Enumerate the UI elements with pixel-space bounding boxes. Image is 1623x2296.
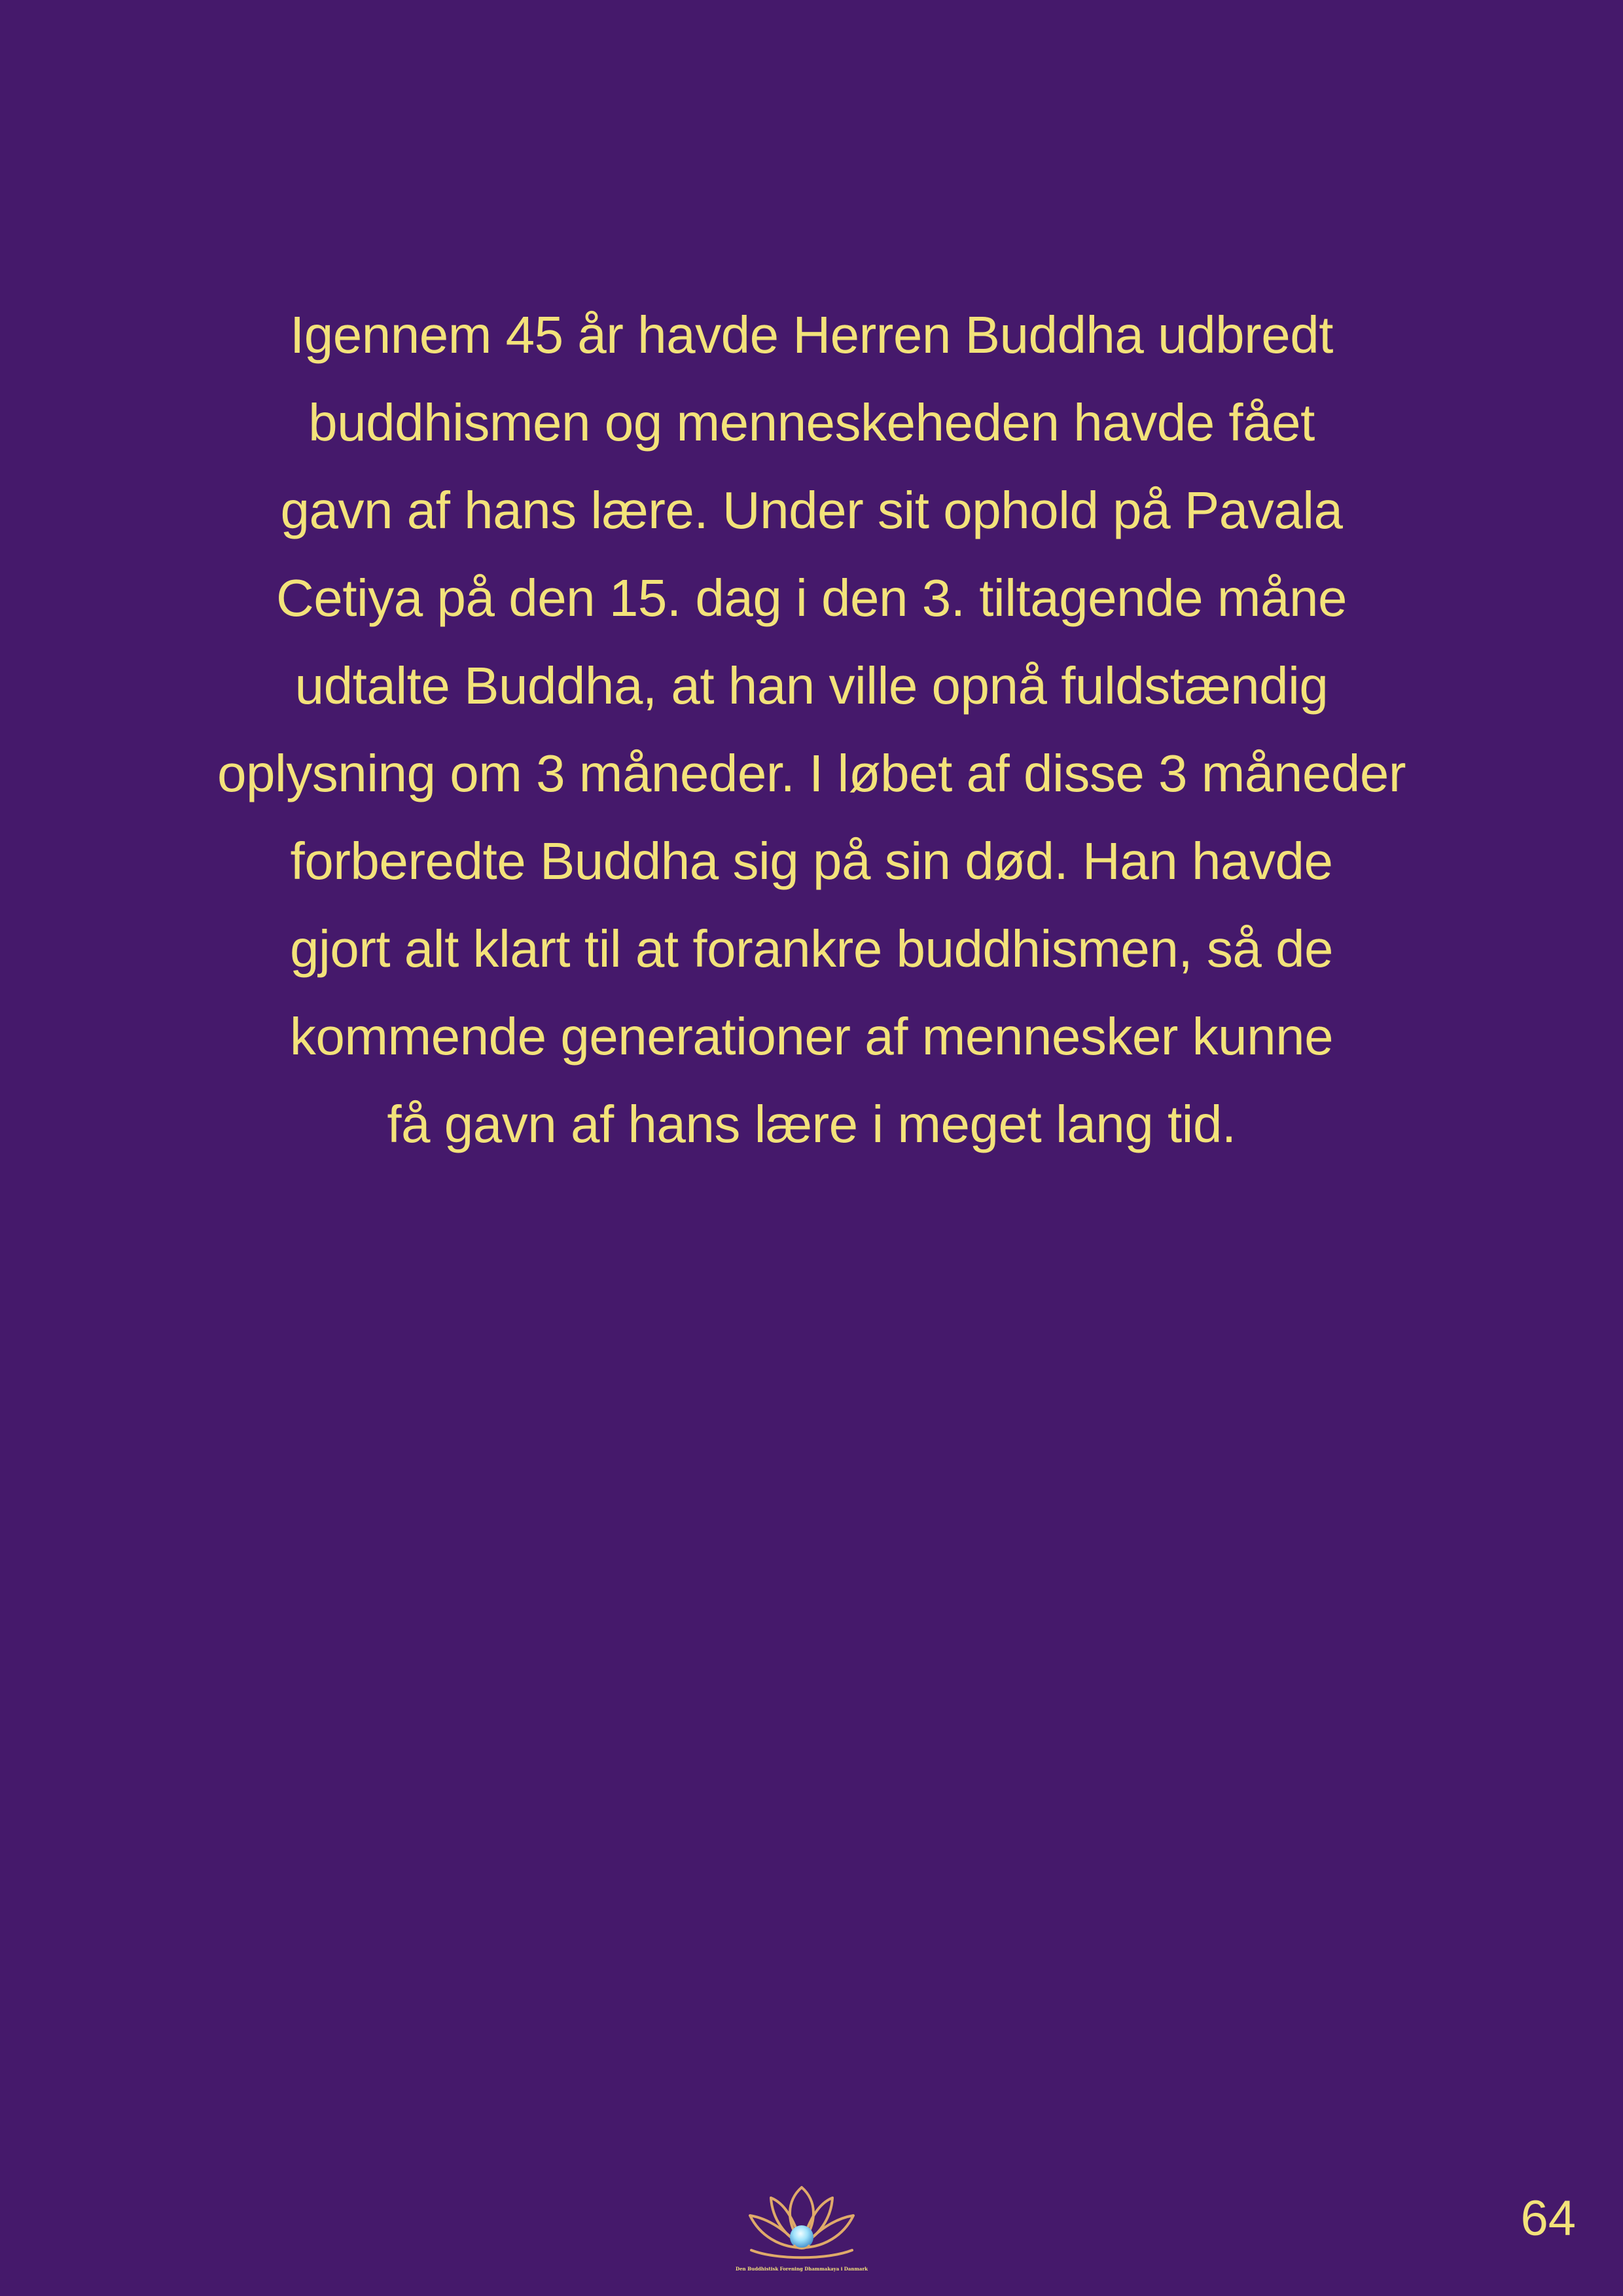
text-line: buddhismen og menneskeheden havde fået	[308, 393, 1315, 452]
body-paragraph	[98, 291, 1525, 1168]
text-line: oplysning om 3 måneder. I løbet af disse 3 måneder	[217, 744, 1406, 802]
text-line: gavn af hans lære. Under sit ophold på Pavala	[280, 481, 1343, 539]
footer-logo	[736, 2179, 868, 2278]
text-line: kommende generationer af mennesker kunne	[289, 1007, 1334, 1066]
text-line: Igennem 45 år havde Herren Buddha udbredt	[290, 306, 1333, 364]
text-line: gjort alt klart til at forankre buddhismen, så de	[289, 920, 1334, 978]
text-line: få gavn af hans lære i meget lang tid.	[387, 1095, 1236, 1153]
text-line: Cetiya på den 15. dag i den 3. tiltagende måne	[276, 569, 1347, 627]
logo-caption: Den Buddhistisk Forening Dhammakaya i Danmark	[736, 2266, 868, 2272]
text-line: forberedte Buddha sig på sin død. Han havde	[290, 832, 1333, 890]
page-number: 64	[1520, 2191, 1576, 2246]
text-line: udtalte Buddha, at han ville opnå fuldstændig	[294, 656, 1329, 715]
lotus-icon	[740, 2179, 864, 2265]
